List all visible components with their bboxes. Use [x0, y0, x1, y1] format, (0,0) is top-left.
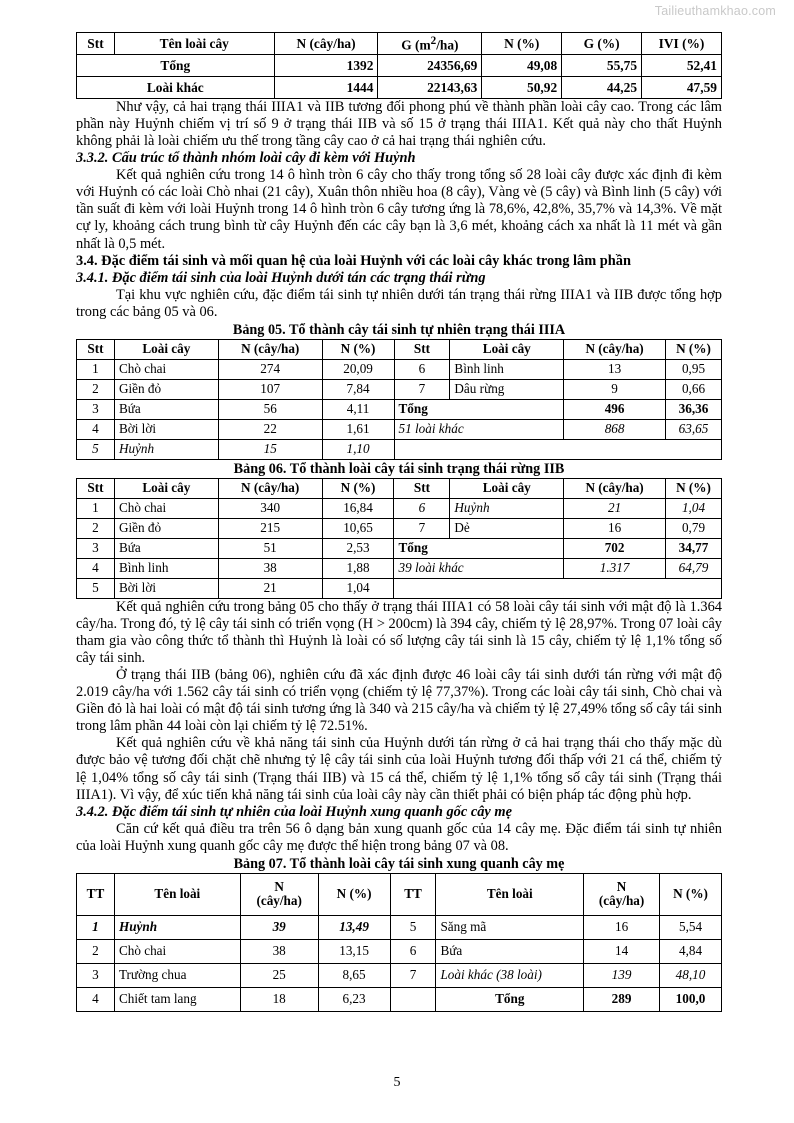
cell-pct-left: 13,49 — [318, 915, 390, 939]
cell-pct-left: 16,84 — [322, 498, 394, 518]
cell-stt-left: 2 — [77, 379, 115, 399]
cell-pct-right: 5,54 — [660, 915, 722, 939]
cell-n-left: 22 — [218, 419, 322, 439]
cell-pct-left: 1,04 — [322, 578, 394, 598]
cell-row-label: Tổng — [77, 55, 275, 77]
cell-total-label: Tổng — [436, 987, 584, 1011]
cell-pct-left: 6,23 — [318, 987, 390, 1011]
cell-n-left: 25 — [240, 963, 318, 987]
cell-n-right: 13 — [564, 359, 666, 379]
cell-name-left: Bời lời — [114, 578, 218, 598]
cell-name-left: Huỷnh — [114, 439, 218, 459]
table-row — [77, 379, 722, 399]
cell-n-right: 1.317 — [564, 558, 666, 578]
table-row — [77, 498, 722, 518]
table-row — [77, 939, 722, 963]
cell-pct-right: 0,95 — [666, 359, 722, 379]
table-05-title: Bảng 05. Tổ thành cây tái sinh tự nhiên trạng thái IIIA — [232, 321, 566, 338]
cell-stt-left: 1 — [77, 498, 115, 518]
cell-stt-left: 1 — [77, 915, 115, 939]
cell-other-species-label: 51 loài khác — [394, 419, 564, 439]
table-row-header — [77, 339, 722, 359]
cell-g-pct: 55,75 — [562, 55, 642, 77]
th-g-pct: G (%) — [562, 33, 642, 55]
cell-n-left: 107 — [218, 379, 322, 399]
cell-n-right: 868 — [564, 419, 666, 439]
cell-n-left: 18 — [240, 987, 318, 1011]
th-ivi-pct: IVI (%) — [642, 33, 722, 55]
paragraph-nhom-loai-di-kem: Kết quả nghiên cứu trong 14 ô hình tròn 6 cây cho thấy trong tổng số 28 loài cây được xác định đi kèm với Huỷnh có các loài Chò nhai (21 cây), Xuân thôn nhiều hoa (8 cây), Vàng vè (5 cây) và Bình linh (5 cây) với tần suất đi kèm với loài Huỷnh trong 14 ô hình tròn 6 cây tương ứng là 78,6%, 42,8%, 35,7% và 14,3%. Về mặt cự ly, khoảng cách trung bình từ cây Huỷnh đến các cây bạn là 3,6 mét, khoảng cách xa nhất là 11 mét và gần nhất là 0,5 mét. — [76, 167, 722, 252]
table-row-header — [77, 873, 722, 915]
cell-pct-right: 34,77 — [666, 538, 722, 558]
cell-stt-left: 5 — [77, 439, 115, 459]
cell-g-m2-ha: 22143,63 — [378, 77, 482, 99]
cell-n-right: 16 — [564, 518, 666, 538]
cell-pct-left: 10,65 — [322, 518, 394, 538]
table-row — [77, 77, 722, 99]
th-g-sup: 2 — [430, 34, 437, 47]
paragraph-trang-thai-iib: Ở trạng thái IIB (bảng 06), nghiên cứu đã xác định được 46 loài cây tái sinh dưới tán rừng với mật độ 2.019 cây/ha với 1.562 cây tái sinh có triển vọng (chiếm tỷ lệ 77,37%). Trong các loài cây tái sinh, Chò chai và Giền đỏ là hai loài có mật độ tái sinh tương ứng là 340 và 215 cây/ha và chiếm tỷ lệ 27,49% tổng số cây tái sinh trong lâm phần 44 loài còn lại chiếm tỷ lệ 72.51%. — [76, 667, 722, 735]
cell-name-left: Bình linh — [114, 558, 218, 578]
cell-stt-left: 1 — [77, 359, 115, 379]
table-row-header — [77, 33, 722, 55]
cell-stt-right: 6 — [390, 939, 436, 963]
th-loai-cay-left: Loài cây — [114, 478, 218, 498]
cell-pct-left: 1,88 — [322, 558, 394, 578]
cell-empty — [394, 439, 722, 459]
cell-pct-right: 48,10 — [660, 963, 722, 987]
paragraph-ket-qua-bang-05: Kết quả nghiên cứu trong bảng 05 cho thấy ở trạng thái IIIA1 có 58 loài cây tái sinh với mật độ là 1.364 cây/ha. Trong đó, tỷ lệ cây tái sinh có triển vọng (H > 200cm) là 394 cây, chiếm tỷ lệ 28,97%. Trong 07 loài cây tham gia vào công thức tổ thành thì Huỷnh là loài có số lượng cây tái sinh là 15 cây, chiếm tỷ lệ 1,1% tổng số cây tái sinh. — [76, 598, 722, 667]
cell-name-right: Săng mã — [436, 915, 584, 939]
th-ten-loai-cay: Tên loài cây — [114, 33, 274, 55]
cell-name-left: Chò chai — [114, 498, 218, 518]
table-row — [77, 419, 722, 439]
cell-stt-left: 3 — [77, 963, 115, 987]
cell-name-right: Dâu rừng — [450, 379, 564, 399]
th-stt-left: Stt — [77, 339, 115, 359]
cell-name-right: Bứa — [436, 939, 584, 963]
th-g-m2-ha — [378, 33, 482, 55]
th-tt-right: TT — [390, 873, 436, 915]
cell-n-cay-ha: 1444 — [274, 77, 378, 99]
th-n-line2: (cây/ha) — [256, 893, 302, 909]
th-n-cay-ha-left: N (cây/ha) — [218, 478, 322, 498]
th-n-cay-ha-left: N (cây/ha) — [218, 339, 322, 359]
cell-stt-right: 5 — [390, 915, 436, 939]
table-row — [77, 578, 722, 598]
cell-n-right: 702 — [564, 538, 666, 558]
heading-3-4-1: 3.4.1. Đặc điểm tái sinh của loài Huỷnh dưới tán các trạng thái rừng — [76, 269, 486, 286]
cell-n-left: 39 — [240, 915, 318, 939]
cell-n-left: 51 — [218, 538, 322, 558]
th-n-pct-left: N (%) — [322, 339, 394, 359]
cell-n-left: 340 — [218, 498, 322, 518]
table-row — [77, 55, 722, 77]
th-n-line2: (cây/ha) — [598, 893, 645, 909]
cell-stt-left: 3 — [77, 399, 115, 419]
cell-stt-right: 7 — [394, 379, 450, 399]
cell-stt-left: 2 — [77, 939, 115, 963]
cell-pct-left: 2,53 — [322, 538, 394, 558]
cell-stt-left: 4 — [77, 558, 115, 578]
cell-n-left: 56 — [218, 399, 322, 419]
cell-pct-left: 8,65 — [318, 963, 390, 987]
th-loai-cay-left: Loài cây — [114, 339, 218, 359]
table-06 — [76, 478, 722, 599]
cell-ivi-pct: 47,59 — [642, 77, 722, 99]
th-stt-right: Stt — [394, 478, 450, 498]
paragraph-tai-sinh-duoi-tan: Tại khu vực nghiên cứu, đặc điểm tái sinh tự nhiên dưới tán trạng thái rừng IIIA1 và IIB được tổng hợp trong các bảng 05 và 06. — [76, 286, 722, 320]
th-n-pct-left: N (%) — [318, 873, 390, 915]
cell-pct-left: 4,11 — [322, 399, 394, 419]
th-loai-cay-right: Loài cây — [450, 478, 564, 498]
th-tt-left: TT — [77, 873, 115, 915]
table-07-title: Bảng 07. Tổ thành loài cây tái sinh xung quanh cây mẹ — [233, 855, 565, 872]
table-07 — [76, 873, 722, 1012]
cell-total-label: Tổng — [394, 538, 564, 558]
cell-pct-right: 63,65 — [666, 419, 722, 439]
document-content — [76, 32, 722, 1012]
cell-name-left: Bứa — [114, 399, 218, 419]
cell-n-cay-ha: 1392 — [274, 55, 378, 77]
cell-n-left: 38 — [240, 939, 318, 963]
th-n-cay-ha-right: N (cây/ha) — [564, 478, 666, 498]
cell-n-right: 496 — [564, 399, 666, 419]
cell-name-left: Giền đỏ — [114, 518, 218, 538]
watermark-text: Tailieuthamkhao.com — [654, 4, 776, 18]
th-n-pct-right: N (%) — [666, 339, 722, 359]
cell-n-right: 139 — [584, 963, 660, 987]
cell-empty — [394, 578, 722, 598]
cell-name-right: Dẻ — [450, 518, 564, 538]
table-row — [77, 399, 722, 419]
cell-n-left: 15 — [218, 439, 322, 459]
th-ten-loai-left: Tên loài — [114, 873, 240, 915]
cell-pct-right: 64,79 — [666, 558, 722, 578]
cell-pct-right: 0,66 — [666, 379, 722, 399]
cell-other-species-label: 39 loài khác — [394, 558, 564, 578]
cell-stt-left: 4 — [77, 987, 115, 1011]
cell-row-label: Loài khác — [77, 77, 275, 99]
cell-n-right: 9 — [564, 379, 666, 399]
cell-n-left: 38 — [218, 558, 322, 578]
page-number: 5 — [393, 1075, 401, 1090]
th-g-base: G (m — [401, 37, 431, 53]
cell-name-left: Chò chai — [114, 359, 218, 379]
cell-name-left: Chiết tam lang — [114, 987, 240, 1011]
th-n-line1: N — [616, 878, 627, 894]
cell-pct-right: 0,79 — [666, 518, 722, 538]
cell-name-right: Bình linh — [450, 359, 564, 379]
th-stt: Stt — [77, 33, 115, 55]
th-n-pct-right: N (%) — [660, 873, 722, 915]
cell-n-left: 274 — [218, 359, 322, 379]
cell-pct-left: 1,10 — [322, 439, 394, 459]
cell-n-right: 289 — [584, 987, 660, 1011]
cell-stt-left: 3 — [77, 538, 115, 558]
cell-n-right: 21 — [564, 498, 666, 518]
paragraph-o-dang-ban: Căn cứ kết quả điều tra trên 56 ô dạng bản xung quanh gốc của 14 cây mẹ. Đặc điểm tái sinh tự nhiên của loài Huỷnh xung quanh gốc cây mẹ được thể hiện trong bảng 07 và 08. — [76, 820, 722, 854]
cell-pct-left: 7,84 — [322, 379, 394, 399]
cell-pct-left: 13,15 — [318, 939, 390, 963]
table-row — [77, 439, 722, 459]
cell-name-left: Bời lời — [114, 419, 218, 439]
cell-stt-right: 7 — [390, 963, 436, 987]
cell-name-left: Chò chai — [114, 939, 240, 963]
cell-stt-right: 6 — [394, 498, 450, 518]
th-n-cay-ha-right — [584, 873, 660, 915]
cell-pct-right: 100,0 — [660, 987, 722, 1011]
cell-n-pct: 50,92 — [482, 77, 562, 99]
table-05 — [76, 339, 722, 460]
table-row — [77, 359, 722, 379]
table-row — [77, 987, 722, 1011]
cell-name-left: Trường chua — [114, 963, 240, 987]
th-n-pct: N (%) — [482, 33, 562, 55]
table-row — [77, 963, 722, 987]
cell-name-right: Huỷnh — [450, 498, 564, 518]
cell-stt-left: 2 — [77, 518, 115, 538]
table-row — [77, 558, 722, 578]
th-g-tail: /ha) — [436, 37, 459, 53]
cell-stt-left: 4 — [77, 419, 115, 439]
cell-g-pct: 44,25 — [562, 77, 642, 99]
heading-3-3-2: 3.3.2. Cấu trúc tổ thành nhóm loài cây đi kèm với Huỷnh — [76, 150, 416, 167]
th-n-cay-ha-right: N (cây/ha) — [564, 339, 666, 359]
cell-name-left: Bứa — [114, 538, 218, 558]
cell-n-pct: 49,08 — [482, 55, 562, 77]
cell-pct-left: 1,61 — [322, 419, 394, 439]
cell-name-left: Huỷnh — [114, 915, 240, 939]
heading-3-4-2: 3.4.2. Đặc điểm tái sinh tự nhiên của loài Huỷnh xung quanh gốc cây mẹ — [76, 803, 512, 820]
th-n-pct-right: N (%) — [666, 478, 722, 498]
cell-name-right: Loài khác (38 loài) — [436, 963, 584, 987]
cell-g-m2-ha: 24356,69 — [378, 55, 482, 77]
cell-stt-left: 5 — [77, 578, 115, 598]
table-06-title: Bảng 06. Tổ thành loài cây tái sinh trạng thái rừng IIB — [233, 460, 565, 477]
cell-n-left: 215 — [218, 518, 322, 538]
th-n-line1: N — [274, 878, 284, 894]
table-row — [77, 538, 722, 558]
th-n-pct-left: N (%) — [322, 478, 394, 498]
table-row-header — [77, 478, 722, 498]
cell-n-left: 21 — [218, 578, 322, 598]
cell-ivi-pct: 52,41 — [642, 55, 722, 77]
th-stt-left: Stt — [77, 478, 115, 498]
cell-pct-left: 20,09 — [322, 359, 394, 379]
paragraph-kha-nang-tai-sinh: Kết quả nghiên cứu về khả năng tái sinh của Huỷnh dưới tán rừng ở cả hai trạng thái cho thấy mặc dù được bảo vệ tương đối chặt chẽ nhưng tỷ lệ cây tái sinh của loài Huỷnh tương đối thấp với 21 cá thể, chiếm tỷ lệ 1,04% tổng số cây tái sinh (Trạng thái IIB) và 15 cá thể, chiếm tỷ lệ 1,1% tổng số cây tái sinh (Trạng thái IIIA1). Vì vậy, để xúc tiến khả năng tái sinh của loài cây này cần thiết phải có biện pháp tác động phù hợp. — [76, 735, 722, 803]
th-stt-right: Stt — [394, 339, 450, 359]
th-loai-cay-right: Loài cây — [450, 339, 564, 359]
cell-n-right: 14 — [584, 939, 660, 963]
paragraph-intro-tang-cay-cao: Như vậy, cả hai trạng thái IIIA1 và IIB tương đối phong phú về thành phần loài cây cao. Trong các lâm phần này Huỷnh chiếm vị trí số 9 ở trạng thái IIB và số 15 ở trạng thái IIIA1. Kết quả này cho thất Huỷnh không phải là loài chiếm ưu thế trong tầng cây cao ở cả hai trạng thái nghiên cứu. — [76, 99, 722, 150]
th-ten-loai-right: Tên loài — [436, 873, 584, 915]
cell-name-left: Giền đỏ — [114, 379, 218, 399]
cell-stt-right: 7 — [394, 518, 450, 538]
heading-3-4: 3.4. Đặc điểm tái sinh và mối quan hệ của loài Huỷnh với các loài cây khác trong lâm phần — [76, 252, 632, 269]
cell-n-right: 16 — [584, 915, 660, 939]
cell-pct-right: 36,36 — [666, 399, 722, 419]
table-top-continuation — [76, 32, 722, 99]
table-row — [77, 518, 722, 538]
cell-pct-right: 1,04 — [666, 498, 722, 518]
th-n-cay-ha: N (cây/ha) — [274, 33, 378, 55]
cell-pct-right: 4,84 — [660, 939, 722, 963]
cell-total-label: Tổng — [394, 399, 564, 419]
cell-stt-right — [390, 987, 436, 1011]
table-row — [77, 915, 722, 939]
th-n-cay-ha-left — [240, 873, 318, 915]
cell-stt-right: 6 — [394, 359, 450, 379]
